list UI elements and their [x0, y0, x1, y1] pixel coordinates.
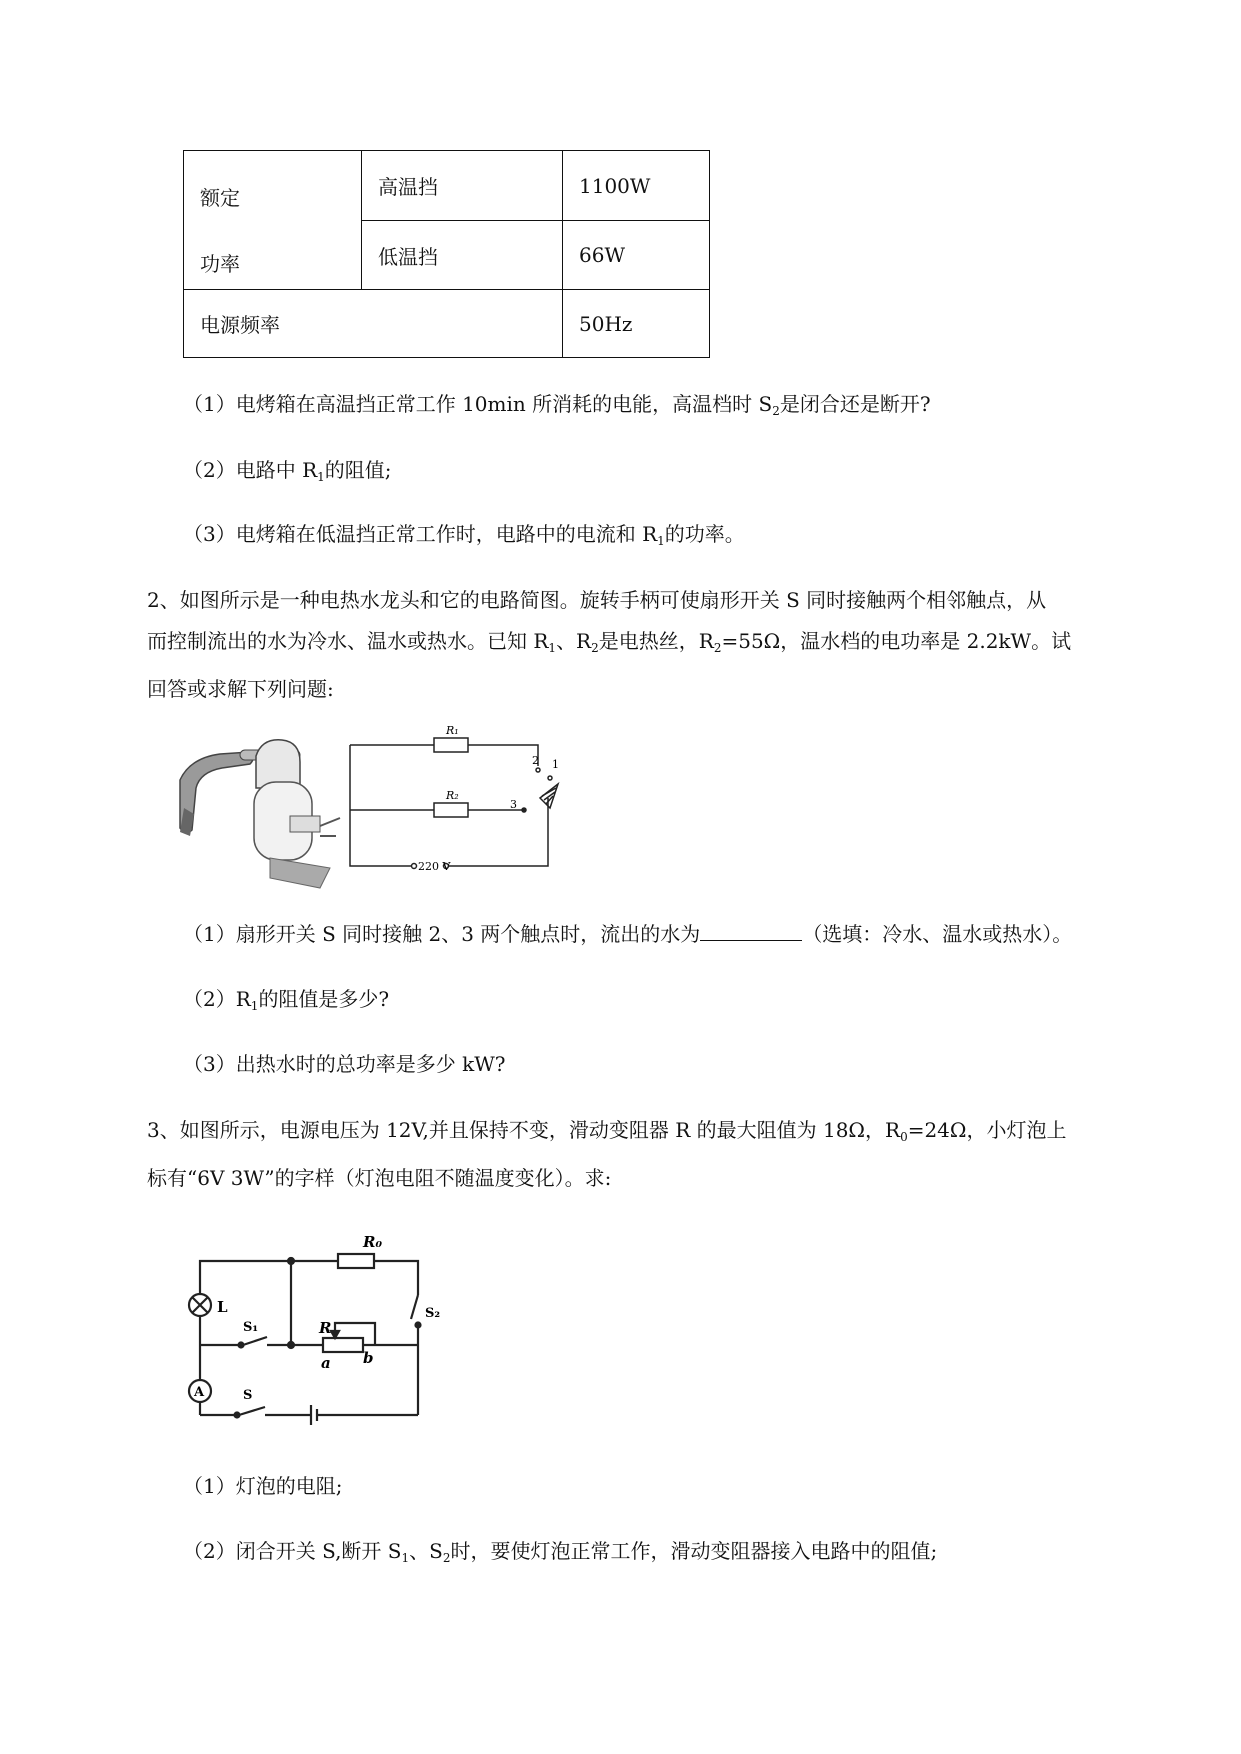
low-label-cell [362, 221, 563, 290]
q1-item-1: （1）电烤箱在高温挡正常工作 10min 所消耗的电能，高温档时 $S_2$是闭合还是断开? [183, 392, 931, 418]
q3-line-1: 3、如图所示，电源电压为 12V,并且保持不变，滑动变阻器 R 的最大阻值为 18Ω，$R_0=24\Omega$，小灯泡上 [147, 1118, 1067, 1144]
q2-item-1: （1）扇形开关 S 同时接触 2、3 两个触点时，流出的水为 （选填：冷水、温水或热水）。 [183, 922, 1073, 946]
answer-blank[interactable] [700, 920, 802, 941]
low-value-cell [563, 221, 710, 290]
q2-line-3: 回答或求解下列问题: [147, 677, 334, 701]
fig-voltage: 220 V [418, 860, 451, 873]
q2-line-1: 2、如图所示是一种电热水龙头和它的电路简图。旋转手柄可使扇形开关 S 同时接触两个相邻触点，从 [147, 588, 1047, 612]
rated-label-2: 功率 [200, 252, 240, 276]
rated-power-cell [184, 151, 362, 290]
fig-contact-3: 3 [510, 798, 517, 811]
lamp-circuit-figure [175, 1225, 455, 1430]
fig-a-label: a [321, 1354, 331, 1372]
freq-label: 电源频率 [200, 313, 280, 337]
q1-item-2: （2）电路中 $R_1$的阻值; [183, 458, 392, 484]
fig-ammeter-label: A [194, 1385, 205, 1400]
fig-r-label: R [319, 1319, 332, 1337]
s2-switch [411, 1295, 418, 1319]
high-label-cell [362, 151, 563, 221]
r1-resistor [434, 738, 468, 752]
faucet-figure [170, 718, 590, 893]
heater-circuit [350, 738, 558, 869]
spec-table [183, 150, 710, 358]
q2-item-2: $(2)R_1$的阻值是多少? [183, 987, 390, 1013]
rheostat [323, 1338, 363, 1352]
fig-s2-label: S₂ [425, 1306, 441, 1321]
q2-line-2: 而控制流出的水为冷水、温水或热水。已知 $R_1$、$R_2$是电热丝，$R_2=55\Omega$，温水档的电功率是 2.2kW。试 [147, 629, 1072, 655]
freq-value-cell [563, 290, 710, 358]
q3-item-1: （1）灯泡的电阻; [183, 1474, 343, 1498]
freq-label-cell [184, 290, 563, 358]
r2-resistor [434, 803, 468, 817]
q3-line-2: 标有“6V 3W”的字样（灯泡电阻不随温度变化）。求: [147, 1166, 612, 1190]
high-label: 高温挡 [378, 175, 438, 199]
rated-label-1: 额定 [200, 186, 240, 210]
r0-resistor [338, 1254, 374, 1268]
q2-item-3: （3）出热水时的总功率是多少 kW? [183, 1052, 506, 1076]
fig-r1-label: R₁ [446, 724, 459, 737]
lamp-circuit [189, 1254, 421, 1425]
fig-b-label: b [363, 1349, 374, 1367]
s-switch [239, 1407, 265, 1415]
low-label: 低温挡 [378, 244, 438, 269]
high-value: 1100W [579, 173, 651, 198]
fig-contact-2: 2 [532, 754, 539, 767]
low-value: 66W [579, 243, 626, 267]
fig-l-label: L [217, 1298, 228, 1316]
q3-item-2: （2）闭合开关 S,断开 $S_1$、$S_2$时，要使灯泡正常工作，滑动变阻器接入电路中的阻值; [183, 1539, 938, 1565]
fig-r2-label: R₂ [446, 789, 459, 802]
freq-value: 50Hz [579, 311, 633, 336]
high-value-cell [563, 151, 710, 221]
q3-stem [147, 1110, 1147, 1199]
fig-s1-label: S₁ [243, 1320, 259, 1335]
faucet-image [180, 740, 340, 888]
q1-item-3: （3）电烤箱在低温挡正常工作时，电路中的电流和 $R_1$的功率。 [183, 522, 745, 548]
fig-s-label: S [243, 1388, 253, 1403]
q2-stem [147, 580, 1147, 710]
fig-contact-1: 1 [552, 758, 559, 771]
s1-switch [243, 1337, 267, 1345]
fig-r0-label: R₀ [363, 1233, 383, 1251]
